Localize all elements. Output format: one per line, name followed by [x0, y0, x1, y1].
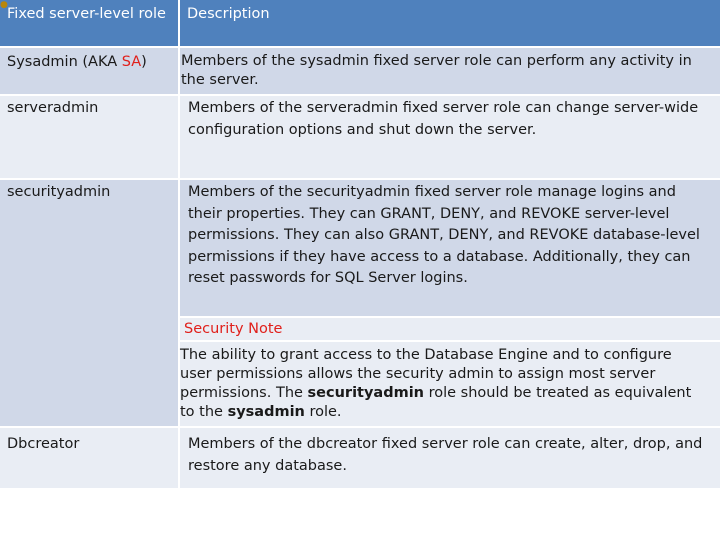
table-row-serveradmin-description: [180, 96, 720, 178]
table-row-securityadmin-description: [180, 180, 720, 316]
role-label: Dbcreator: [7, 436, 80, 452]
description-text: Members of the sysadmin fixed server role can perform any activity in the server.: [181, 53, 692, 88]
role-label: securityadmin: [7, 184, 111, 200]
table-row-sysadmin-role: [0, 48, 178, 94]
header-role: [0, 0, 178, 46]
header-description-label: Description: [187, 6, 270, 22]
role-label-highlight: SA: [121, 54, 142, 70]
note-text-mid: role should be treated as equivalent to the: [180, 385, 692, 420]
security-note-title-bar: [180, 318, 720, 340]
security-note-body: [180, 342, 720, 426]
role-label-prefix: Sysadmin (AKA: [7, 54, 122, 70]
table-row-securityadmin-role: [0, 180, 178, 426]
security-note-title: Security Note: [184, 321, 283, 337]
table-row-serveradmin-role: [0, 96, 178, 178]
header-role-label: Fixed server-level role: [7, 6, 166, 22]
table-row-sysadmin-description: [180, 48, 720, 94]
description-text: Members of the securityadmin fixed server role manage logins and their properties. They can GRANT, DENY, and REVOKE server-level permissions. They can also GRANT, DENY, and REVOKE database-level permissions if they have access to a database. Additionally, they can reset passwords for SQL Server logins.: [188, 184, 700, 286]
table-row-dbcreator-role: [0, 428, 178, 488]
description-text: Members of the serveradmin fixed server role can change server-wide configuration options and shut down the server.: [188, 100, 699, 138]
note-text-post: role.: [304, 404, 342, 420]
role-label: serveradmin: [7, 100, 99, 116]
header-description: [180, 0, 720, 46]
note-text-pre: The ability to grant access to the Database Engine and to configure user permissions allows the security admin to assign most server permissions. The: [180, 347, 672, 401]
description-text: Members of the dbcreator fixed server role can create, alter, drop, and restore any database.: [188, 436, 703, 474]
note-bold-securityadmin: securityadmin: [307, 385, 424, 401]
pin-icon: ●: [0, 0, 8, 10]
note-bold-sysadmin: sysadmin: [227, 404, 305, 420]
role-label-suffix: ): [141, 54, 147, 70]
table-row-dbcreator-description: [180, 428, 720, 488]
